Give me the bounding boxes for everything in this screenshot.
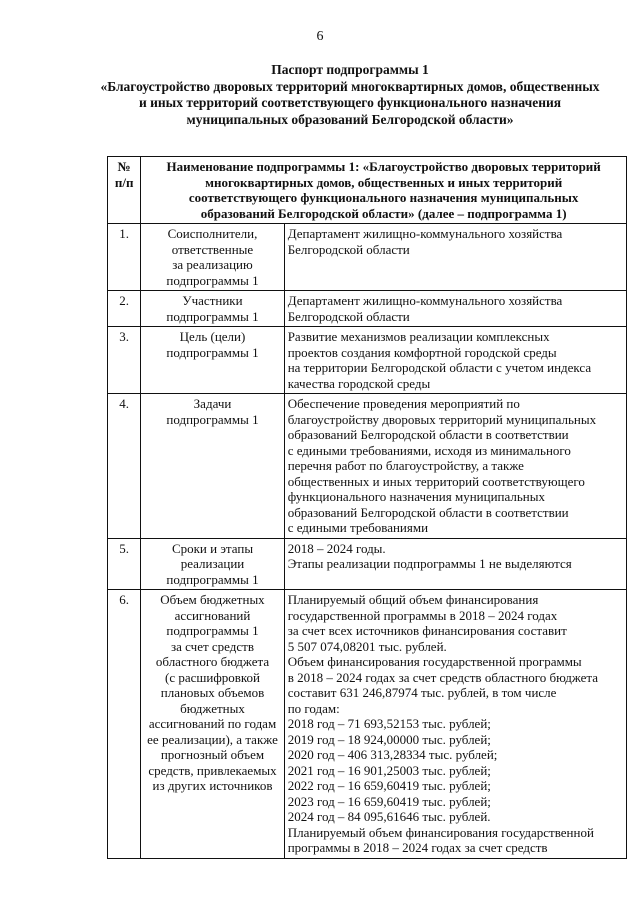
row-name-cell — [141, 327, 284, 394]
table-row — [108, 327, 627, 394]
row-value-cell — [284, 394, 626, 539]
row-value-line: Белгородской области — [287, 241, 410, 257]
row-name-line: средств, привлекаемых — [148, 762, 277, 778]
passport-heading — [80, 62, 620, 128]
row-value-line: государственной программы в 2018 – 2024 годах — [287, 607, 558, 623]
header-number-line: № — [117, 159, 131, 174]
heading-line: и иных территорий соответствующего функционального назначения — [138, 95, 562, 110]
row-value-line: с едиными требованиями — [287, 520, 429, 535]
table-row — [108, 291, 627, 327]
row-value-line: Планируемый объем финансирования государственной — [287, 824, 594, 840]
row-value-line: 2024 год – 84 095,61646 тыс. рублей. — [287, 809, 491, 824]
table-header-row — [108, 157, 627, 224]
row-value-line: 2021 год – 16 901,25003 тыс. рублей; — [287, 762, 491, 778]
row-value-line: 2020 год – 406 313,28334 тыс. рублей; — [287, 747, 498, 762]
row-name-cell — [141, 590, 284, 859]
row-value-cell — [284, 538, 626, 590]
row-value-line: Белгородской области — [287, 308, 410, 324]
row-value-line: общественных и иных территорий соответствующего — [287, 473, 585, 489]
row-name-line: ответственные — [171, 241, 254, 257]
header-title-line: многоквартирных домов, общественных и иных территорий — [205, 174, 563, 190]
row-value-line: функционального назначения муниципальных — [287, 489, 545, 504]
row-name-line: Задачи — [193, 396, 232, 411]
row-name-line: подпрограммы 1 — [166, 411, 259, 427]
row-value-line: в 2018 – 2024 годах за счет средств областного бюджета — [287, 669, 599, 685]
row-value-line: Этапы реализации подпрограммы 1 не выделяются — [287, 556, 572, 571]
header-title-line: соответствующего функционального назначения муниципальных — [188, 190, 579, 205]
row-name-line: плановых объемов — [160, 685, 265, 700]
row-name-line: Соисполнители, — [167, 226, 258, 241]
row-number-cell: 5. — [108, 538, 141, 590]
table-row — [108, 590, 627, 859]
row-name-line: ее реализации), а также — [147, 731, 278, 747]
row-value-cell — [284, 224, 626, 291]
row-value-line: образований Белгородской области в соответствии — [287, 504, 569, 520]
row-value-line: 2022 год – 16 659,60419 тыс. рублей; — [287, 778, 491, 793]
row-value-line: 2018 – 2024 годы. — [287, 540, 386, 556]
heading-line: «Благоустройство дворовых территорий многоквартирных домов, общественных — [100, 78, 600, 94]
heading-line: Паспорт подпрограммы 1 — [271, 62, 429, 77]
passport-table — [107, 156, 627, 859]
row-value-cell — [284, 590, 626, 859]
row-value-line: 2023 год – 16 659,60419 тыс. рублей; — [287, 793, 491, 809]
row-value-line: Департамент жилищно-коммунального хозяйства — [287, 293, 563, 308]
row-number-cell: 2. — [108, 291, 141, 327]
row-name-cell — [141, 224, 284, 291]
row-value-line: за счет всех источников финансирования составит — [287, 623, 567, 638]
row-name-line: (с расшифровкой — [164, 669, 261, 685]
row-value-line: Объем финансирования государственной программы — [287, 654, 582, 669]
row-value-line: с едиными требованиями, исходя из минимального — [287, 442, 571, 458]
row-name-line: из других источников — [152, 778, 273, 793]
row-name-cell — [141, 538, 284, 590]
row-value-line: Планируемый общий объем финансирования — [287, 592, 539, 607]
row-value-line: программы в 2018 – 2024 годах за счет средств — [287, 840, 548, 855]
row-number-cell: 1. — [108, 224, 141, 291]
row-name-line: прогнозный объем — [160, 747, 265, 762]
row-value-line: образований Белгородской области в соответствии — [287, 427, 569, 442]
row-value-line: Развитие механизмов реализации комплексных — [287, 329, 550, 344]
header-number-line: п/п — [114, 174, 134, 190]
row-value-line: проектов создания комфортной городской среды — [287, 344, 557, 360]
row-value-cell — [284, 327, 626, 394]
row-value-line: Департамент жилищно-коммунального хозяйства — [287, 226, 563, 241]
row-name-line: ассигнований по годам — [148, 716, 277, 731]
header-number-cell — [108, 157, 141, 224]
row-value-line: на территории Белгородской области с учетом индекса — [287, 360, 592, 375]
row-name-line: ассигнований — [174, 607, 251, 623]
row-value-cell — [284, 291, 626, 327]
row-value-line: по годам: — [287, 700, 340, 716]
row-name-line: Цель (цели) — [179, 329, 246, 344]
row-value-line: 2018 год – 71 693,52153 тыс. рублей; — [287, 716, 491, 731]
page-number: 6 — [316, 29, 324, 44]
row-name-line: подпрограммы 1 — [166, 272, 259, 288]
row-name-line: за счет средств — [171, 638, 254, 654]
row-name-line: подпрограммы 1 — [166, 571, 259, 587]
row-name-line: за реализацию — [172, 257, 253, 272]
row-value-line: перечня работ по благоустройству, а также — [287, 458, 524, 473]
row-number-cell: 3. — [108, 327, 141, 394]
row-name-line: подпрограммы 1 — [166, 623, 259, 638]
row-value-line: составит 631 246,87974 тыс. рублей, в том числе — [287, 685, 557, 700]
header-title-line: Наименование подпрограммы 1: «Благоустройство дворовых территорий — [166, 159, 601, 174]
row-value-line: Обеспечение проведения мероприятий по — [287, 396, 520, 411]
header-title-cell — [141, 157, 627, 224]
row-name-line: реализации — [180, 556, 245, 571]
row-name-cell — [141, 291, 284, 327]
row-value-line: качества городской среды — [287, 375, 431, 391]
table-row — [108, 394, 627, 539]
heading-line: муниципальных образований Белгородской области» — [186, 111, 514, 127]
row-name-cell — [141, 394, 284, 539]
row-name-line: Объем бюджетных — [160, 592, 265, 607]
table-row — [108, 224, 627, 291]
row-name-line: подпрограммы 1 — [166, 344, 259, 360]
row-number-cell: 4. — [108, 394, 141, 539]
row-name-line: подпрограммы 1 — [166, 308, 259, 324]
row-value-line: 5 507 074,08201 тыс. рублей. — [287, 638, 447, 654]
row-name-line: Сроки и этапы — [171, 540, 254, 556]
header-title-line: образований Белгородской области» (далее – подпрограмма 1) — [200, 205, 567, 221]
row-value-line: благоустройству дворовых территорий муниципальных — [287, 411, 597, 427]
row-name-line: Участники — [182, 293, 243, 308]
row-name-line: бюджетных — [180, 700, 245, 716]
table-row — [108, 538, 627, 590]
row-name-line: областного бюджета — [155, 654, 270, 669]
row-value-line: 2019 год – 18 924,00000 тыс. рублей; — [287, 731, 491, 747]
row-number-cell: 6. — [108, 590, 141, 859]
